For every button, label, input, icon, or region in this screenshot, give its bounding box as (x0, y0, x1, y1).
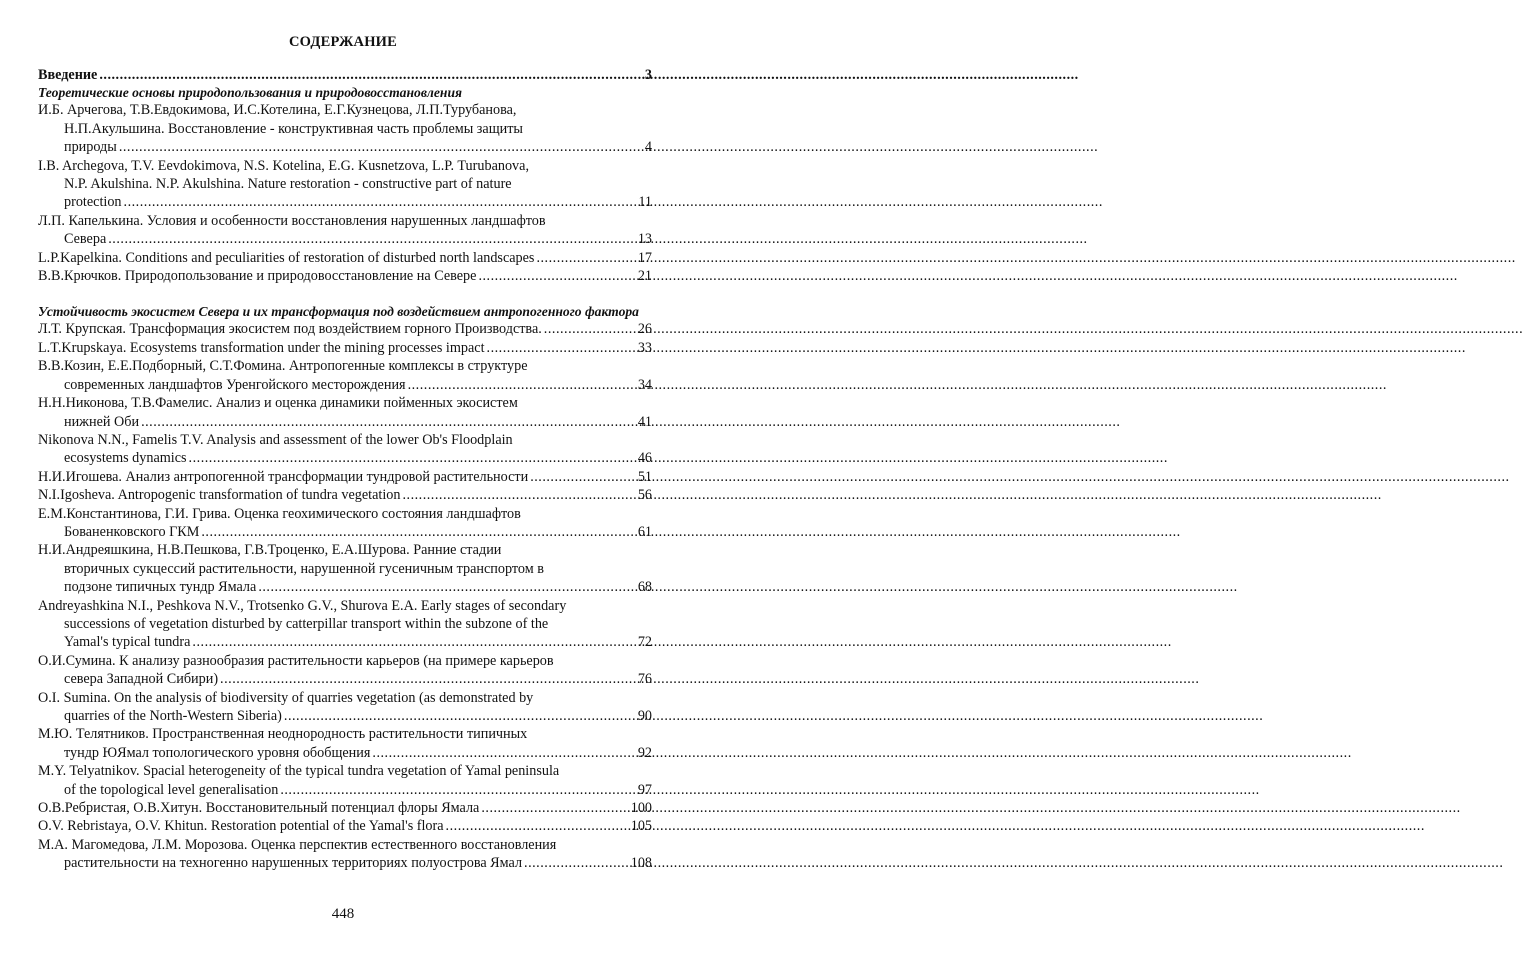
intro-label: Введение (38, 67, 98, 83)
entry-page-number: 108 (630, 855, 652, 872)
dot-leader (408, 376, 636, 394)
entry-text: of the topological level generalisation (64, 781, 279, 798)
dot-leader (402, 486, 635, 504)
dot-leader (481, 799, 628, 817)
toc-entry[interactable] (38, 725, 652, 762)
entry-page-number: 76 (637, 671, 652, 688)
entry-line (38, 505, 652, 523)
section-heading: Устойчивость экосистем Севера и их трансформация под воздействием антропогенного фактора (38, 304, 639, 320)
entry-page-number: 13 (637, 231, 652, 248)
entry-line (38, 413, 652, 431)
entry-page-number: 51 (637, 468, 652, 485)
dot-leader (189, 449, 636, 467)
dot-leader (284, 707, 636, 725)
entry-text: L.P.Kapelkina. Conditions and peculiarities of restoration of disturbed north landscapes (38, 249, 535, 266)
dot-leader (124, 193, 637, 211)
entry-line (38, 394, 652, 412)
toc-entry[interactable] (38, 431, 652, 468)
entry-text: М.Ю. Телятников. Пространственная неоднородность растительности типичных (38, 726, 528, 743)
entry-line (38, 212, 652, 230)
toc-entry[interactable] (38, 267, 652, 285)
dot-leader (258, 578, 636, 596)
entry-page-number: 56 (637, 487, 652, 504)
entry-text: природы (64, 139, 117, 156)
entry-text: O.I. Sumina. On the analysis of biodiversity of quarries vegetation (as demonstrated by (38, 689, 534, 706)
entry-text: растительности на техногенно нарушенных территориях полуострова Ямал (64, 855, 523, 872)
dot-leader (99, 66, 638, 84)
entry-line (38, 175, 652, 193)
entry-text: quarries of the North-Western Siberia) (64, 708, 282, 724)
dot-leader (372, 744, 635, 762)
dot-leader (108, 230, 636, 248)
section-heading: Теоретические основы природопользования и природовосстановления (38, 85, 463, 101)
entry-text: O.V. Rebristaya, O.V. Khitun. Restoration potential of the Yamal's flora (38, 818, 444, 835)
entry-line (38, 339, 652, 357)
entry-line (38, 230, 652, 248)
entry-line (38, 781, 652, 799)
entry-text: Бованенковского ГКМ (64, 523, 200, 540)
entry-text: Yamal's typical tundra (64, 634, 191, 651)
entry-page-number: 33 (637, 339, 652, 356)
entry-text: Е.М.Константинова, Г.И. Грива. Оценка геохимического состояния ландшафтов (38, 505, 521, 522)
entry-text: современных ландшафтов Уренгойского месторождения (64, 376, 406, 393)
entry-text: севера Западной Сибири) (64, 671, 219, 688)
toc-entry[interactable] (38, 157, 652, 212)
dot-leader (141, 413, 636, 431)
toc-page (0, 0, 686, 960)
toc-entry[interactable] (38, 541, 652, 596)
entry-page-number: 46 (637, 450, 652, 467)
dot-leader (201, 523, 635, 541)
toc-entry[interactable] (38, 320, 652, 338)
entry-text: М.А. Магомедова, Л.М. Морозова. Оценка перспектив естественного восстановления (38, 836, 557, 853)
entry-line (38, 652, 652, 670)
dot-leader (530, 468, 636, 486)
entry-line (38, 249, 652, 267)
toc-entry[interactable] (38, 468, 652, 486)
entry-page-number: 68 (637, 579, 652, 596)
dot-leader (524, 854, 629, 872)
entry-page-number: 61 (637, 523, 652, 540)
toc-entry[interactable] (38, 836, 652, 873)
entry-line (38, 431, 652, 449)
entry-line (38, 744, 652, 762)
entry-line (38, 376, 652, 394)
toc-entry[interactable] (38, 212, 652, 249)
entry-line (38, 707, 652, 725)
entry-line (38, 449, 652, 467)
dot-leader (220, 670, 636, 688)
dot-leader (119, 138, 638, 156)
entry-line (38, 578, 652, 596)
entry-line (38, 157, 652, 175)
entry-line (38, 357, 652, 375)
entry-text: тундр ЮЯмал топологического уровня обобщения (64, 744, 371, 761)
entry-text: successions of vegetation disturbed by catterpillar transport within the subzone of the (64, 615, 549, 632)
entry-page-number: 17 (637, 249, 652, 266)
entry-page-number: 41 (637, 413, 652, 430)
entry-text: Н.П.Акульшина. Восстановление - конструктивная часть проблемы защиты (64, 120, 523, 137)
entry-text: Л.П. Капелькина. Условия и особенности восстановления нарушенных ландшафтов (38, 212, 546, 229)
entry-text: Н.Н.Никонова, Т.В.Фамелис. Анализ и оценка динамики пойменных экосистем (38, 395, 518, 412)
toc-entry[interactable] (38, 357, 652, 394)
entry-page-number: 97 (637, 781, 652, 798)
entry-line (38, 615, 652, 633)
entry-page-number: 105 (630, 818, 652, 835)
toc-entry[interactable] (38, 101, 652, 156)
dot-leader (446, 817, 629, 835)
intro-entry[interactable] (38, 66, 652, 84)
entry-line (38, 689, 652, 707)
entry-page-number: 11 (638, 194, 652, 211)
dot-leader (280, 781, 635, 799)
dot-leader (536, 249, 635, 267)
entry-line (38, 762, 652, 780)
toc-entry[interactable] (38, 652, 652, 689)
toc-entry[interactable] (38, 689, 652, 726)
toc-entry[interactable] (38, 762, 652, 799)
entry-text: I.B. Archegova, T.V. Eevdokimova, N.S. Kotelina, E.G. Kusnetzova, L.P. Turubanova, (38, 157, 529, 174)
toc-entry[interactable] (38, 249, 652, 267)
entry-text: вторичных сукцессий растительности, нарушенной гусеничным транспортом в (64, 560, 544, 577)
entry-line (38, 541, 652, 559)
entry-text: Л.Т. Крупская. Трансформация экосистем под воздействием горного Производства. (38, 321, 542, 338)
page-number-footer: 448 (331, 906, 355, 922)
entry-text: Andreyashkina N.I., Peshkova N.V., Trotsenko G.V., Shurova E.A. Early stages of secondary (38, 597, 567, 614)
entry-line (38, 267, 652, 285)
entry-line (38, 320, 652, 338)
entry-line (38, 799, 652, 817)
toc-entry[interactable] (38, 505, 652, 542)
entry-text: О.И.Сумина. К анализу разнообразия растительности карьеров (на примере карьеров (38, 652, 554, 669)
intro-page-number: 3 (644, 67, 652, 83)
entry-text: нижней Оби (64, 413, 140, 430)
entry-text: подзоне типичных тундр Ямала (64, 579, 257, 596)
entry-line (38, 597, 652, 615)
toc-entry[interactable] (38, 394, 652, 431)
entry-line (38, 193, 652, 211)
entry-text: protection (64, 194, 122, 211)
entry-line (38, 486, 652, 504)
entry-line (38, 138, 652, 156)
toc-entry[interactable] (38, 817, 652, 835)
entry-line (38, 670, 652, 688)
entry-line (38, 817, 652, 835)
entry-line (38, 523, 652, 541)
entry-page-number: 4 (644, 139, 652, 156)
dot-leader (487, 339, 636, 357)
entry-page-number: 100 (630, 800, 652, 817)
entry-text: M.Y. Telyatnikov. Spacial heterogeneity of the typical tundra vegetation of Yamal peninsula (38, 763, 560, 780)
entry-page-number: 72 (637, 634, 652, 651)
entry-text: ecosystems dynamics (64, 450, 187, 467)
entry-text: Н.И.Андреяшкина, Н.В.Пешкова, Г.В.Троценко, Е.А.Шурова. Ранние стадии (38, 542, 502, 559)
dot-leader (544, 320, 636, 338)
entry-text: N.P. Akulshina. N.P. Akulshina. Nature restoration - constructive part of nature (64, 176, 512, 193)
entry-line (38, 468, 652, 486)
table-of-contents (38, 66, 652, 873)
dot-leader (192, 633, 635, 651)
entry-page-number: 26 (637, 321, 652, 338)
entry-text: Nikonova N.N., Famelis T.V. Analysis and assessment of the lower Ob's Floodplain (38, 431, 513, 448)
entry-page-number: 21 (637, 268, 652, 285)
entry-text: Н.И.Игошева. Анализ антропогенной трансформации тундровой растительности (38, 468, 529, 485)
entry-line (38, 725, 652, 743)
entry-page-number: 90 (637, 708, 652, 724)
entry-text: В.В.Крючков. Природопользование и природовосстановление на Севере (38, 268, 477, 285)
entry-text: L.T.Krupskaya. Ecosystems transformation under the mining processes impact (38, 339, 485, 356)
toc-entry[interactable] (38, 799, 652, 817)
toc-entry[interactable] (38, 339, 652, 357)
entry-text: Севера (64, 231, 107, 248)
toc-entry[interactable] (38, 486, 652, 504)
entry-text: N.I.Igosheva. Antropogenic transformation of tundra vegetation (38, 487, 401, 504)
entry-text: В.В.Козин, Е.Е.Подборный, С.Т.Фомина. Антропогенные комплексы в структуре (38, 358, 528, 375)
entry-line (38, 854, 652, 872)
entry-line (38, 633, 652, 651)
entry-page-number: 34 (637, 376, 652, 393)
entry-text: О.В.Ребристая, О.В.Хитун. Восстановительный потенциал флоры Ямала (38, 800, 480, 817)
entry-text: И.Б. Арчегова, Т.В.Евдокимова, И.С.Котелина, Е.Г.Кузнецова, Л.П.Турубанова, (38, 102, 517, 119)
entry-line (38, 836, 652, 854)
entry-line (38, 560, 652, 578)
entry-page-number: 92 (637, 744, 652, 761)
toc-entry[interactable] (38, 597, 652, 652)
entry-line (38, 101, 652, 119)
entry-line (38, 120, 652, 138)
page-title: СОДЕРЖАНИЕ (288, 34, 398, 50)
dot-leader (478, 267, 635, 285)
section-spacer (38, 285, 652, 303)
